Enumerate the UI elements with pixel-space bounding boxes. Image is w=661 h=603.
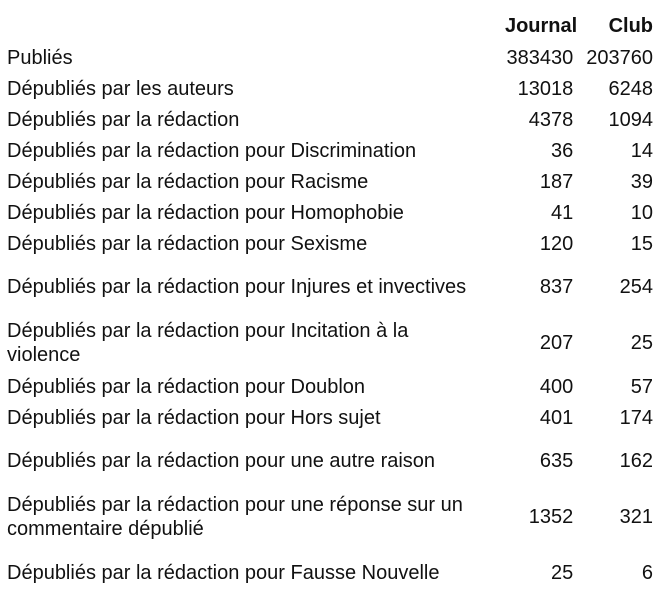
row-club-value: 39 bbox=[630, 170, 653, 193]
row-journal-value: 207 bbox=[539, 332, 574, 354]
row-label: Dépubliés par la rédaction pour Hors sujet bbox=[7, 406, 381, 429]
table-row bbox=[7, 166, 653, 197]
table-row bbox=[7, 489, 653, 545]
table-row bbox=[7, 42, 653, 73]
row-label: Dépubliés par la rédaction pour Racisme bbox=[7, 170, 369, 193]
table-row bbox=[7, 545, 653, 601]
row-journal-value: 41 bbox=[550, 201, 574, 224]
moderation-stats-table bbox=[7, 10, 653, 601]
row-journal-value: 635 bbox=[539, 450, 574, 472]
table-row bbox=[7, 315, 653, 371]
row-label: Dépubliés par la rédaction pour Fausse Nouvelle bbox=[7, 562, 440, 584]
row-label: Dépubliés par les auteurs bbox=[7, 77, 234, 100]
row-journal-value: 383430 bbox=[506, 46, 574, 69]
row-label: Publiés bbox=[7, 46, 73, 69]
table-row bbox=[7, 259, 653, 315]
row-label: Dépubliés par la rédaction pour Sexisme bbox=[7, 232, 368, 255]
row-label: Dépubliés par la rédaction pour une autre raison bbox=[7, 450, 436, 472]
row-club-value: 25 bbox=[630, 332, 653, 354]
row-label: Dépubliés par la rédaction bbox=[7, 108, 240, 131]
row-club-value: 162 bbox=[619, 450, 653, 472]
row-club-value: 321 bbox=[619, 506, 653, 528]
table-row bbox=[7, 433, 653, 489]
row-club-value: 6248 bbox=[608, 77, 653, 100]
row-journal-value: 187 bbox=[539, 170, 574, 193]
row-label: Dépubliés par la rédaction pour Homophobie bbox=[7, 201, 404, 224]
row-club-value: 6 bbox=[641, 562, 653, 584]
table-row bbox=[7, 371, 653, 402]
table-row bbox=[7, 104, 653, 135]
row-club-value: 57 bbox=[630, 375, 653, 398]
row-label: Dépubliés par la rédaction pour une réponse sur un commentaire dépublié bbox=[7, 494, 463, 540]
row-journal-value: 120 bbox=[539, 232, 574, 255]
row-journal-value: 36 bbox=[550, 139, 574, 162]
table-row bbox=[7, 135, 653, 166]
row-label: Dépubliés par la rédaction pour Incitation à la violence bbox=[7, 320, 409, 366]
row-club-value: 15 bbox=[630, 232, 653, 255]
table-row bbox=[7, 402, 653, 433]
row-journal-value: 4378 bbox=[528, 108, 574, 131]
row-club-value: 10 bbox=[630, 201, 653, 224]
row-journal-value: 837 bbox=[539, 276, 574, 298]
row-club-value: 1094 bbox=[608, 108, 653, 131]
header-club: Club bbox=[608, 15, 653, 37]
header-journal: Journal bbox=[504, 15, 578, 37]
row-club-value: 203760 bbox=[586, 46, 653, 69]
row-journal-value: 401 bbox=[539, 406, 574, 429]
row-label: Dépubliés par la rédaction pour Doublon bbox=[7, 375, 366, 398]
row-club-value: 14 bbox=[630, 139, 653, 162]
row-label: Dépubliés par la rédaction pour Injures et invectives bbox=[7, 276, 467, 298]
row-journal-value: 25 bbox=[550, 562, 574, 584]
row-journal-value: 13018 bbox=[517, 77, 574, 100]
row-club-value: 254 bbox=[619, 276, 653, 298]
table-row bbox=[7, 73, 653, 104]
table-row bbox=[7, 197, 653, 228]
row-journal-value: 1352 bbox=[528, 506, 574, 528]
header-label-cell bbox=[7, 10, 490, 42]
row-label: Dépubliés par la rédaction pour Discrimination bbox=[7, 139, 417, 162]
header-row bbox=[7, 10, 653, 42]
row-club-value: 174 bbox=[619, 406, 653, 429]
row-journal-value: 400 bbox=[539, 375, 574, 398]
table-row bbox=[7, 228, 653, 259]
